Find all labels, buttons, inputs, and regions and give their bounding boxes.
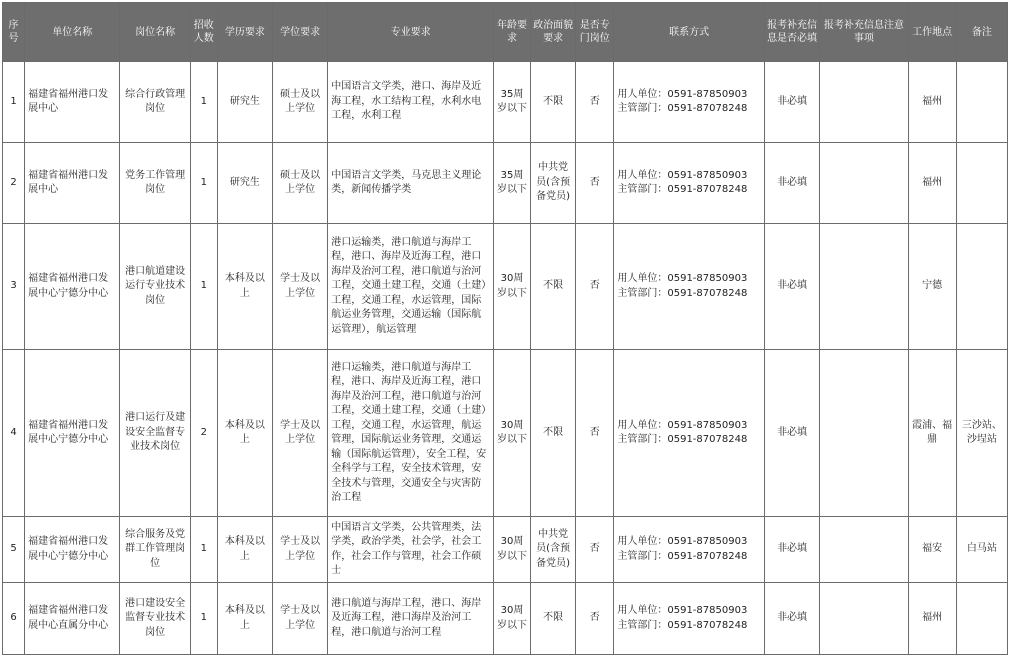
- cell-contact: [614, 143, 765, 224]
- cell-unit: 福建省福州港口发展中心: [25, 143, 120, 224]
- cell-post: 综合行政管理岗位: [120, 62, 190, 143]
- cell-notes: [820, 350, 908, 517]
- cell-required: 非必填: [764, 62, 819, 143]
- cell-degree: 学士及以上学位: [273, 517, 328, 583]
- cell-notes: [820, 62, 908, 143]
- cell-unit: 福建省福州港口发展中心宁德分中心: [25, 224, 120, 350]
- contact-authority: 主管部门：0591-87078248: [617, 103, 748, 114]
- cell-notes: [820, 143, 908, 224]
- contact-authority: 主管部门：0591-87078248: [617, 619, 748, 631]
- cell-degree: 学士及以上学位: [273, 583, 328, 655]
- cell-post: 港口建设安全监督专业技术岗位: [120, 583, 190, 655]
- cell-unit: 福建省福州港口发展中心: [25, 62, 120, 143]
- cell-location: 福州: [908, 583, 956, 655]
- contact-authority: 主管部门：0591-87078248: [617, 550, 748, 562]
- cell-edu: 本科及以上: [217, 350, 272, 517]
- header-remark: 备注: [956, 3, 1007, 62]
- cell-edu: 本科及以上: [217, 517, 272, 583]
- cell-major: 港口运输类，港口航道与海岸工程，港口、海岸及近海工程，港口海岸及治河工程，港口航道与治河工程，交通土建工程，交通（土建）工程，交通工程，水运管理，航运管理，国际航运业务管理，交通运输（国际航运管理），安全工程，安全科学与工程，安全技术管理，安全技术与管理，交通安全与灾害防治工程: [328, 350, 494, 517]
- header-location: 工作地点: [908, 3, 956, 62]
- table-row: [3, 517, 1008, 583]
- cell-age: 35周岁以下: [493, 143, 530, 224]
- header-notes: 报考补充信息注意事项: [820, 3, 908, 62]
- header-degree: 学位要求: [273, 3, 328, 62]
- cell-required: 非必填: [764, 224, 819, 350]
- recruitment-table: [2, 2, 1008, 655]
- table-row: [3, 224, 1008, 350]
- cell-age: 30周岁以下: [493, 583, 530, 655]
- contact-employer: 用人单位：0591-87850903: [617, 273, 748, 284]
- header-post: 岗位名称: [120, 3, 190, 62]
- cell-seq: 4: [3, 350, 25, 517]
- cell-post: 党务工作管理岗位: [120, 143, 190, 224]
- contact-employer: 用人单位：0591-87850903: [617, 419, 748, 431]
- cell-politics: 中共党员(含预备党员): [531, 517, 576, 583]
- contact-employer: 用人单位：0591-87850903: [617, 88, 748, 100]
- cell-contact: [614, 350, 765, 517]
- cell-post: 港口运行及建设安全监督专业技术岗位: [120, 350, 190, 517]
- contact-authority: 主管部门：0591-87078248: [617, 287, 748, 299]
- header-edu: 学历要求: [217, 3, 272, 62]
- table-row: [3, 350, 1008, 517]
- cell-seq: 2: [3, 143, 25, 224]
- contact-employer: 用人单位：0591-87850903: [617, 169, 748, 181]
- cell-required: 非必填: [764, 350, 819, 517]
- cell-location: 福安: [908, 517, 956, 583]
- cell-remark: [956, 224, 1007, 350]
- cell-edu: 本科及以上: [217, 224, 272, 350]
- cell-major: 港口运输类，港口航道与海岸工程，港口、海岸及近海工程，港口海岸及治河工程，港口航道与治河工程，交通土建工程，交通（土建）工程，交通工程，水运管理，国际航运业务管理，交通运输（国际航运管理），航运管理: [328, 224, 494, 350]
- cell-count: 1: [190, 62, 217, 143]
- table-row: [3, 143, 1008, 224]
- contact-authority: 主管部门：0591-87078248: [617, 434, 748, 445]
- cell-notes: [820, 517, 908, 583]
- cell-location: 福州: [908, 62, 956, 143]
- cell-politics: 不限: [531, 62, 576, 143]
- cell-count: 1: [190, 143, 217, 224]
- cell-degree: 硕士及以上学位: [273, 143, 328, 224]
- cell-count: 1: [190, 517, 217, 583]
- cell-remark: [956, 583, 1007, 655]
- cell-unit: 福建省福州港口发展中心直属分中心: [25, 583, 120, 655]
- cell-degree: 硕士及以上学位: [273, 62, 328, 143]
- cell-special: 否: [576, 62, 614, 143]
- header-count: 招收人数: [190, 3, 217, 62]
- recruitment-table-container: [2, 2, 1008, 655]
- cell-edu: 研究生: [217, 62, 272, 143]
- cell-special: 否: [576, 583, 614, 655]
- cell-politics: 不限: [531, 583, 576, 655]
- header-contact: 联系方式: [614, 3, 765, 62]
- cell-contact: [614, 517, 765, 583]
- cell-major: 中国语言文学类，公共管理类，法学类，政治学类，社会学，社会工作，社会工作与管理，社会工作硕士: [328, 517, 494, 583]
- header-seq: 序号: [3, 3, 25, 62]
- cell-unit: 福建省福州港口发展中心宁德分中心: [25, 517, 120, 583]
- cell-remark: [956, 143, 1007, 224]
- contact-employer: 用人单位：0591-87850903: [617, 605, 748, 616]
- cell-required: 非必填: [764, 583, 819, 655]
- table-row: [3, 583, 1008, 655]
- header-age: 年龄要求: [493, 3, 530, 62]
- cell-seq: 3: [3, 224, 25, 350]
- cell-major: 港口航道与海岸工程，港口、海岸及近海工程，港口海岸及治河工程，港口航道与治河工程: [328, 583, 494, 655]
- cell-notes: [820, 583, 908, 655]
- cell-location: 宁德: [908, 224, 956, 350]
- cell-edu: 本科及以上: [217, 583, 272, 655]
- header-major: 专业要求: [328, 3, 494, 62]
- cell-count: 2: [190, 350, 217, 517]
- cell-major: 中国语言文学类，港口、海岸及近海工程，水工结构工程，水利水电工程，水利工程: [328, 62, 494, 143]
- cell-contact: [614, 224, 765, 350]
- cell-required: 非必填: [764, 143, 819, 224]
- cell-count: 1: [190, 224, 217, 350]
- cell-remark: 白马站: [956, 517, 1007, 583]
- cell-contact: [614, 62, 765, 143]
- cell-degree: 学士及以上学位: [273, 350, 328, 517]
- cell-post: 港口航道建设运行专业技术岗位: [120, 224, 190, 350]
- contact-employer: 用人单位：0591-87850903: [617, 536, 748, 547]
- cell-unit: 福建省福州港口发展中心宁德分中心: [25, 350, 120, 517]
- cell-post: 综合服务及党群工作管理岗位: [120, 517, 190, 583]
- cell-count: 1: [190, 583, 217, 655]
- header-politics: 政治面貌要求: [531, 3, 576, 62]
- cell-location: 霞浦、福鼎: [908, 350, 956, 517]
- cell-special: 否: [576, 143, 614, 224]
- cell-major: 中国语言文学类，马克思主义理论类，新闻传播学类: [328, 143, 494, 224]
- table-row: [3, 62, 1008, 143]
- cell-seq: 5: [3, 517, 25, 583]
- cell-age: 35周岁以下: [493, 62, 530, 143]
- header-unit: 单位名称: [25, 3, 120, 62]
- cell-degree: 学士及以上学位: [273, 224, 328, 350]
- cell-remark: 三沙站、沙埕站: [956, 350, 1007, 517]
- cell-seq: 6: [3, 583, 25, 655]
- cell-notes: [820, 224, 908, 350]
- cell-seq: 1: [3, 62, 25, 143]
- cell-contact: [614, 583, 765, 655]
- cell-politics: 不限: [531, 224, 576, 350]
- cell-edu: 研究生: [217, 143, 272, 224]
- cell-remark: [956, 62, 1007, 143]
- cell-age: 30周岁以下: [493, 350, 530, 517]
- table-header: [3, 3, 1008, 62]
- cell-location: 福州: [908, 143, 956, 224]
- cell-age: 30周岁以下: [493, 224, 530, 350]
- cell-politics: 中共党员(含预备党员): [531, 143, 576, 224]
- cell-politics: 不限: [531, 350, 576, 517]
- cell-required: 非必填: [764, 517, 819, 583]
- header-row: [3, 3, 1008, 62]
- table-body: [3, 62, 1008, 655]
- contact-authority: 主管部门：0591-87078248: [617, 184, 748, 195]
- cell-special: 否: [576, 517, 614, 583]
- header-special: 是否专门岗位: [576, 3, 614, 62]
- header-required: 报考补充信息是否必填: [764, 3, 819, 62]
- cell-special: 否: [576, 224, 614, 350]
- cell-age: 30周岁以下: [493, 517, 530, 583]
- cell-special: 否: [576, 350, 614, 517]
